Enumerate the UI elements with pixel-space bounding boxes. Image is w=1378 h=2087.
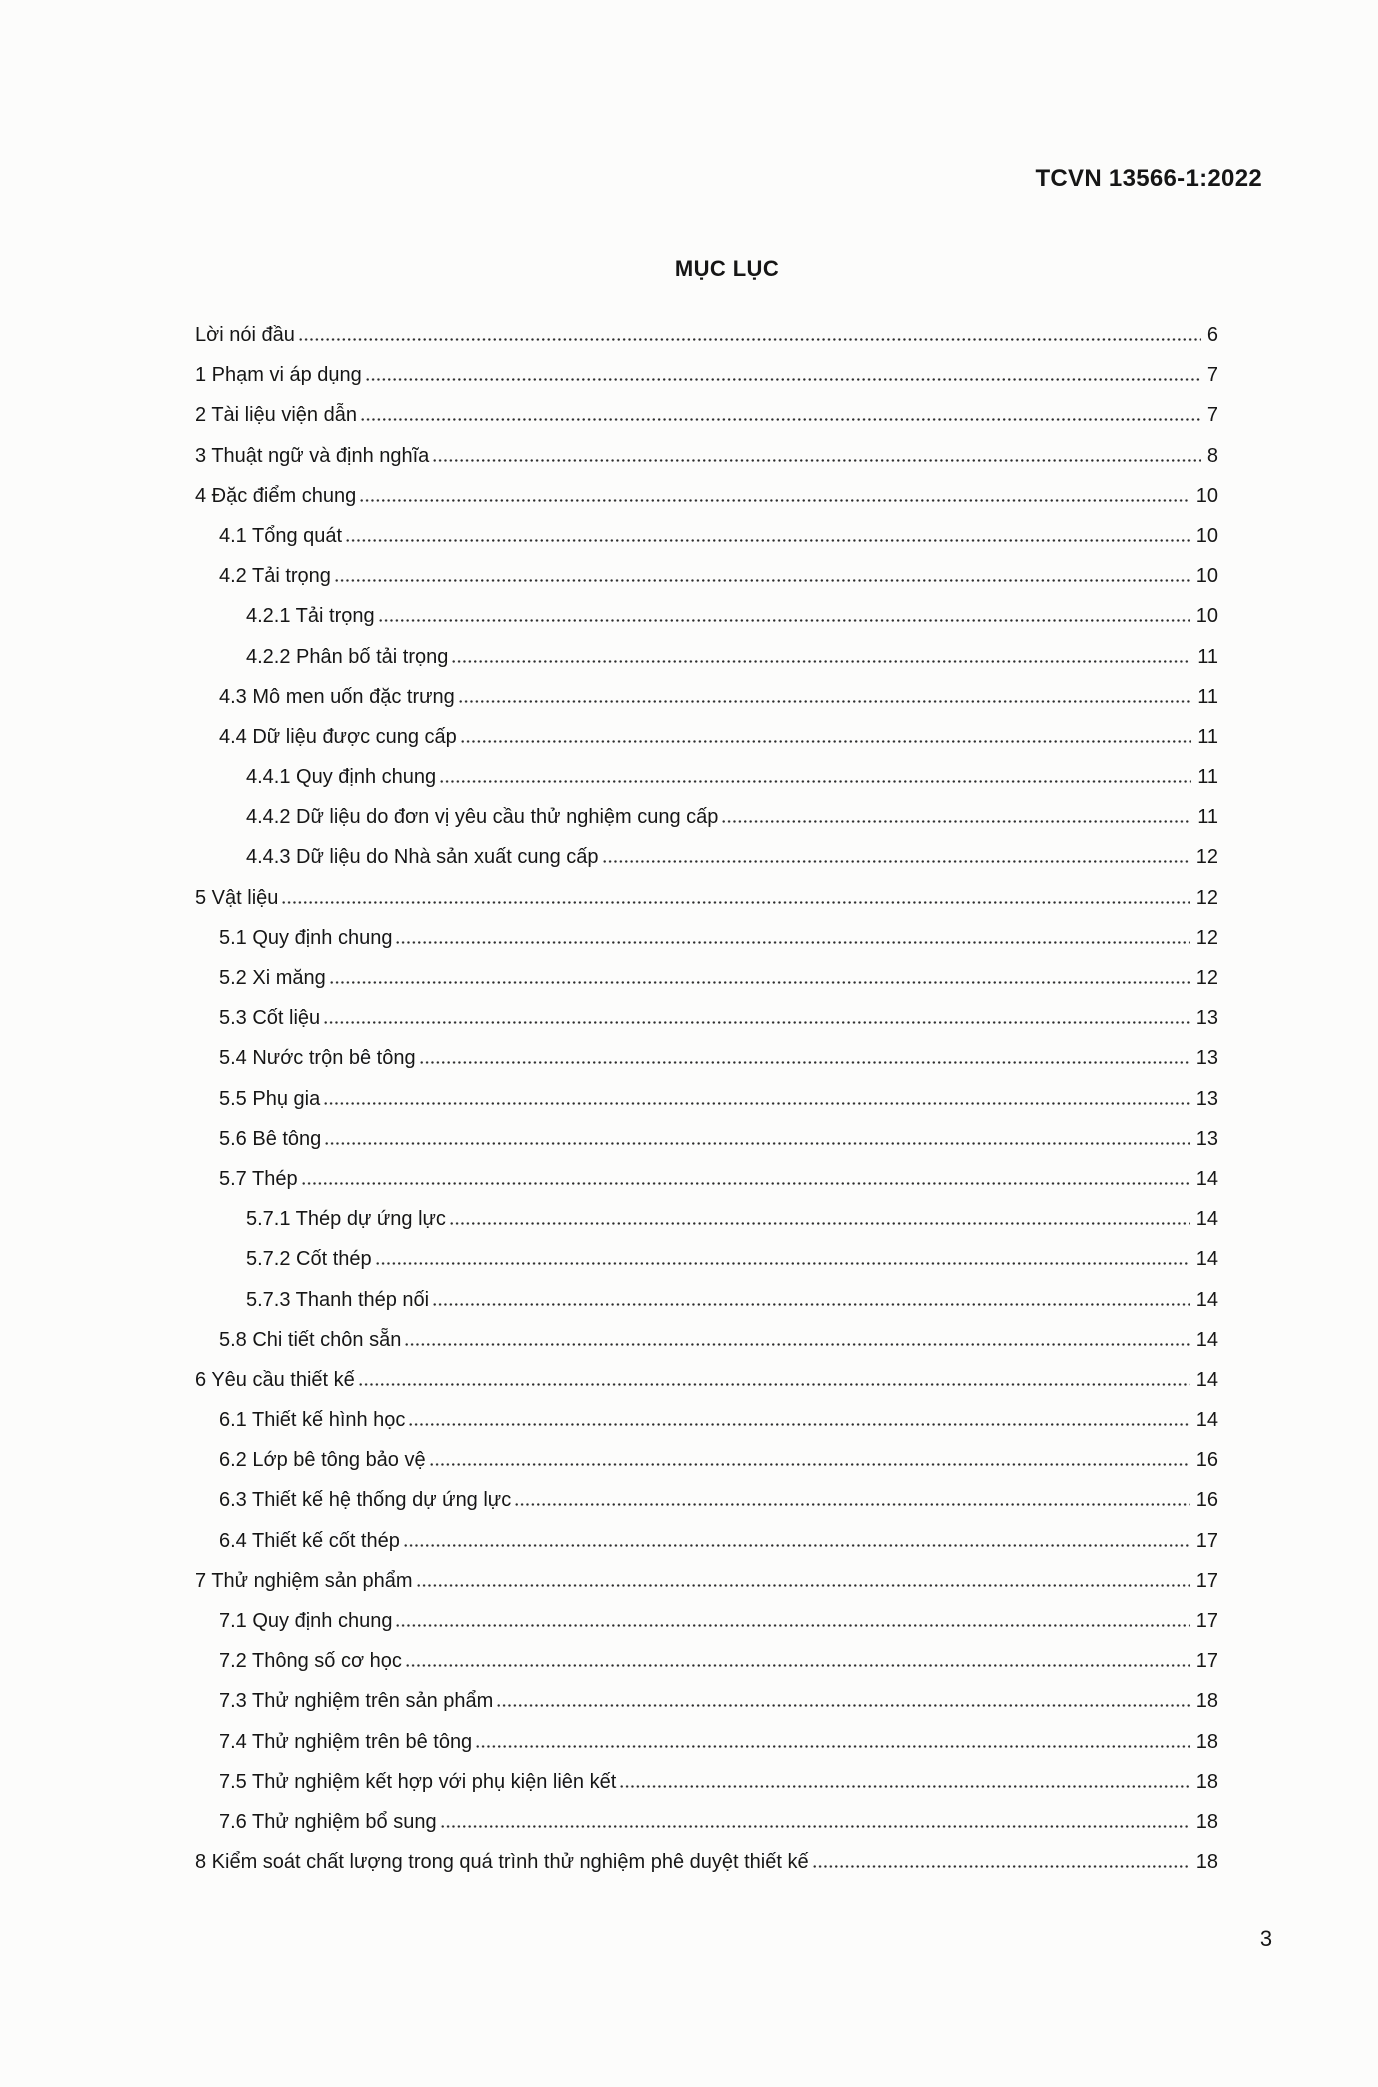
toc-entry-page: 11 <box>1197 806 1218 829</box>
toc-entry-page: 6 <box>1206 324 1218 346</box>
toc-entry <box>195 315 1218 355</box>
dot-leader <box>329 981 1190 984</box>
toc-entry <box>195 1119 1218 1159</box>
toc-entry <box>195 1360 1218 1400</box>
toc-entry-page: 10 <box>1195 484 1218 507</box>
toc-entry <box>195 1239 1218 1279</box>
toc-entry-title: 4.2.1 Tải trọng <box>246 605 375 628</box>
toc-entry <box>195 1601 1218 1641</box>
toc-entry-page: 14 <box>1195 1248 1218 1271</box>
toc-entry-title: 7.5 Thử nghiệm kết hợp với phụ kiện liên kết <box>219 1770 617 1793</box>
toc-entry <box>195 1079 1218 1119</box>
standard-code-header: TCVN 13566-1:2022 <box>1035 165 1262 192</box>
dot-leader <box>334 579 1190 582</box>
toc-entry-title: 4 Đặc điểm chung <box>195 484 357 507</box>
toc-entry <box>195 1641 1218 1681</box>
toc-entry <box>195 797 1218 837</box>
dot-leader <box>602 860 1190 863</box>
toc-entry-title: 6.3 Thiết kế hệ thống dự ứng lực <box>219 1489 512 1512</box>
toc-entry-page: 14 <box>1195 1208 1218 1231</box>
toc-entry-title: 7 Thử nghiệm sản phẩm <box>195 1569 413 1592</box>
dot-leader <box>323 1102 1190 1105</box>
toc-entry-page: 16 <box>1195 1449 1218 1472</box>
dot-leader <box>460 740 1191 743</box>
toc-entry-title: Lời nói đầu <box>195 324 295 346</box>
toc-entry-page: 18 <box>1195 1770 1218 1793</box>
dot-leader <box>359 499 1190 502</box>
toc-entry <box>195 1159 1218 1199</box>
toc-entry <box>195 677 1218 717</box>
dot-leader <box>496 1704 1189 1707</box>
toc-entry-page: 11 <box>1197 725 1218 748</box>
toc-entry <box>195 1480 1218 1520</box>
toc-entry-page: 10 <box>1195 524 1218 547</box>
toc-entry-title: 7.4 Thử nghiệm trên bê tông <box>219 1730 473 1753</box>
table-of-contents <box>195 315 1218 1882</box>
toc-entry-title: 4.3 Mô men uốn đặc trưng <box>219 685 455 708</box>
dot-leader <box>416 1584 1190 1587</box>
toc-entry-page: 12 <box>1195 846 1218 869</box>
dot-leader <box>439 780 1191 783</box>
dot-leader <box>432 1303 1190 1306</box>
toc-entry-page: 14 <box>1195 1167 1218 1190</box>
toc-entry-title: 7.1 Quy định chung <box>219 1610 393 1632</box>
toc-entry-page: 14 <box>1195 1409 1218 1432</box>
toc-entry <box>195 1199 1218 1239</box>
toc-entry-page: 17 <box>1195 1650 1218 1673</box>
dot-leader <box>458 700 1191 703</box>
toc-entry-page: 17 <box>1195 1610 1218 1632</box>
toc-entry-title: 5.5 Phụ gia <box>219 1087 321 1110</box>
toc-entry-page: 11 <box>1197 766 1218 789</box>
toc-entry <box>195 1440 1218 1480</box>
dot-leader <box>375 1262 1190 1265</box>
toc-entry <box>195 1802 1218 1842</box>
toc-entry-page: 14 <box>1195 1368 1218 1391</box>
toc-entry-title: 5.4 Nước trộn bê tông <box>219 1047 416 1070</box>
toc-entry <box>195 958 1218 998</box>
dot-leader <box>378 619 1190 622</box>
toc-title: MỤC LỤC <box>674 256 780 281</box>
dot-leader <box>281 901 1189 904</box>
toc-entry <box>195 1280 1218 1320</box>
dot-leader <box>365 378 1201 381</box>
toc-entry <box>195 516 1218 556</box>
toc-entry-page: 10 <box>1195 565 1218 588</box>
toc-entry <box>195 596 1218 636</box>
toc-entry-title: 4.4.1 Quy định chung <box>246 766 437 789</box>
toc-entry-page: 13 <box>1195 1007 1218 1030</box>
toc-entry-page: 13 <box>1195 1047 1218 1070</box>
toc-entry-title: 5.3 Cốt liệu <box>219 1007 321 1030</box>
toc-entry-title: 2 Tài liệu viện dẫn <box>195 404 357 427</box>
toc-entry-page: 13 <box>1195 1127 1218 1150</box>
dot-leader <box>324 1142 1189 1145</box>
dot-leader <box>419 1061 1190 1064</box>
toc-entry-title: 6.1 Thiết kế hình học <box>219 1409 406 1432</box>
dot-leader <box>404 1343 1189 1346</box>
toc-entry-title: 7.2 Thông số cơ học <box>219 1650 402 1673</box>
toc-entry-title: 4.4.3 Dữ liệu do Nhà sản xuất cung cấp <box>246 846 599 869</box>
page-number: 3 <box>1259 1926 1273 1951</box>
toc-entry-title: 5.7.2 Cốt thép <box>246 1248 372 1271</box>
toc-entry <box>195 355 1218 395</box>
toc-entry <box>195 998 1218 1038</box>
toc-entry-title: 6.2 Lớp bê tông bảo vệ <box>219 1449 426 1472</box>
toc-entry-title: 4.4.2 Dữ liệu do đơn vị yêu cầu thử nghiệm cung cấp <box>246 806 719 829</box>
dot-leader <box>514 1503 1190 1506</box>
toc-entry-page: 16 <box>1195 1489 1218 1512</box>
dot-leader <box>345 539 1190 542</box>
toc-entry-page: 11 <box>1197 685 1218 708</box>
toc-entry <box>195 1038 1218 1078</box>
toc-entry <box>195 476 1218 516</box>
dot-leader <box>451 660 1191 663</box>
dot-leader <box>432 459 1201 462</box>
toc-entry <box>195 1762 1218 1802</box>
dot-leader <box>440 1825 1190 1828</box>
toc-entry <box>195 1842 1218 1882</box>
dot-leader <box>619 1785 1190 1788</box>
dot-leader <box>301 1182 1190 1185</box>
toc-entry-title: 5.7.1 Thép dự ứng lực <box>246 1208 446 1231</box>
toc-entry-title: 3 Thuật ngữ và định nghĩa <box>195 444 430 467</box>
toc-entry-title: 4.2 Tải trọng <box>219 565 331 588</box>
toc-entry-page: 18 <box>1195 1690 1218 1713</box>
toc-entry-title: 5.1 Quy định chung <box>219 926 393 949</box>
toc-entry-title: 4.1 Tổng quát <box>219 524 343 547</box>
toc-entry-page: 18 <box>1195 1851 1218 1874</box>
dot-leader <box>298 338 1201 341</box>
toc-entry-page: 8 <box>1206 444 1218 467</box>
toc-entry-page: 10 <box>1195 605 1218 628</box>
toc-entry <box>195 717 1218 757</box>
toc-entry-title: 4.2.2 Phân bố tải trọng <box>246 645 449 668</box>
toc-entry-page: 18 <box>1195 1730 1218 1753</box>
dot-leader <box>358 1383 1190 1386</box>
toc-entry <box>195 395 1218 435</box>
toc-entry-title: 7.6 Thử nghiệm bổ sung <box>219 1810 437 1833</box>
toc-entry <box>195 436 1218 476</box>
dot-leader <box>395 1624 1189 1627</box>
toc-entry <box>195 1521 1218 1561</box>
dot-leader <box>721 820 1191 823</box>
toc-entry-page: 11 <box>1197 645 1218 668</box>
toc-entry-title: 8 Kiểm soát chất lượng trong quá trình thử nghiệm phê duyệt thiết kế <box>195 1851 809 1874</box>
toc-entry-page: 7 <box>1206 404 1218 427</box>
dot-leader <box>475 1745 1190 1748</box>
toc-entry-page: 12 <box>1195 926 1218 949</box>
toc-entry <box>195 1722 1218 1762</box>
toc-entry-title: 1 Phạm vi áp dụng <box>195 364 362 387</box>
toc-entry <box>195 918 1218 958</box>
toc-entry-title: 5.8 Chi tiết chôn sẵn <box>219 1328 402 1351</box>
toc-entry-title: 4.4 Dữ liệu được cung cấp <box>219 725 457 748</box>
toc-entry <box>195 1320 1218 1360</box>
dot-leader <box>812 1865 1190 1868</box>
dot-leader <box>405 1664 1190 1667</box>
toc-entry-page: 12 <box>1195 886 1218 909</box>
toc-entry-title: 5.7 Thép <box>219 1167 298 1190</box>
toc-entry <box>195 1561 1218 1601</box>
toc-entry-page: 14 <box>1195 1288 1218 1311</box>
toc-entry-page: 14 <box>1195 1328 1218 1351</box>
toc-entry <box>195 1681 1218 1721</box>
dot-leader <box>403 1544 1190 1547</box>
toc-entry-page: 17 <box>1195 1529 1218 1552</box>
dot-leader <box>395 941 1189 944</box>
toc-entry <box>195 637 1218 677</box>
toc-entry-page: 17 <box>1195 1569 1218 1592</box>
toc-entry-title: 5.2 Xi măng <box>219 967 326 989</box>
toc-entry-page: 18 <box>1195 1810 1218 1833</box>
toc-entry-title: 5.7.3 Thanh thép nối <box>246 1288 430 1311</box>
toc-entry <box>195 556 1218 596</box>
toc-entry-title: 7.3 Thử nghiệm trên sản phẩm <box>219 1690 494 1713</box>
dot-leader <box>360 418 1201 421</box>
dot-leader <box>408 1423 1189 1426</box>
toc-entry-page: 13 <box>1195 1087 1218 1110</box>
toc-entry <box>195 757 1218 797</box>
toc-entry-title: 5.6 Bê tông <box>219 1127 322 1150</box>
toc-entry-title: 6 Yêu cầu thiết kế <box>195 1368 355 1391</box>
toc-entry-title: 5 Vật liệu <box>195 886 279 909</box>
dot-leader <box>323 1021 1190 1024</box>
toc-entry-page: 12 <box>1195 967 1218 989</box>
toc-entry-title: 6.4 Thiết kế cốt thép <box>219 1529 400 1552</box>
dot-leader <box>429 1463 1190 1466</box>
toc-entry <box>195 878 1218 918</box>
toc-entry-page: 7 <box>1206 364 1218 387</box>
toc-entry <box>195 1400 1218 1440</box>
toc-entry <box>195 837 1218 877</box>
dot-leader <box>449 1222 1190 1225</box>
